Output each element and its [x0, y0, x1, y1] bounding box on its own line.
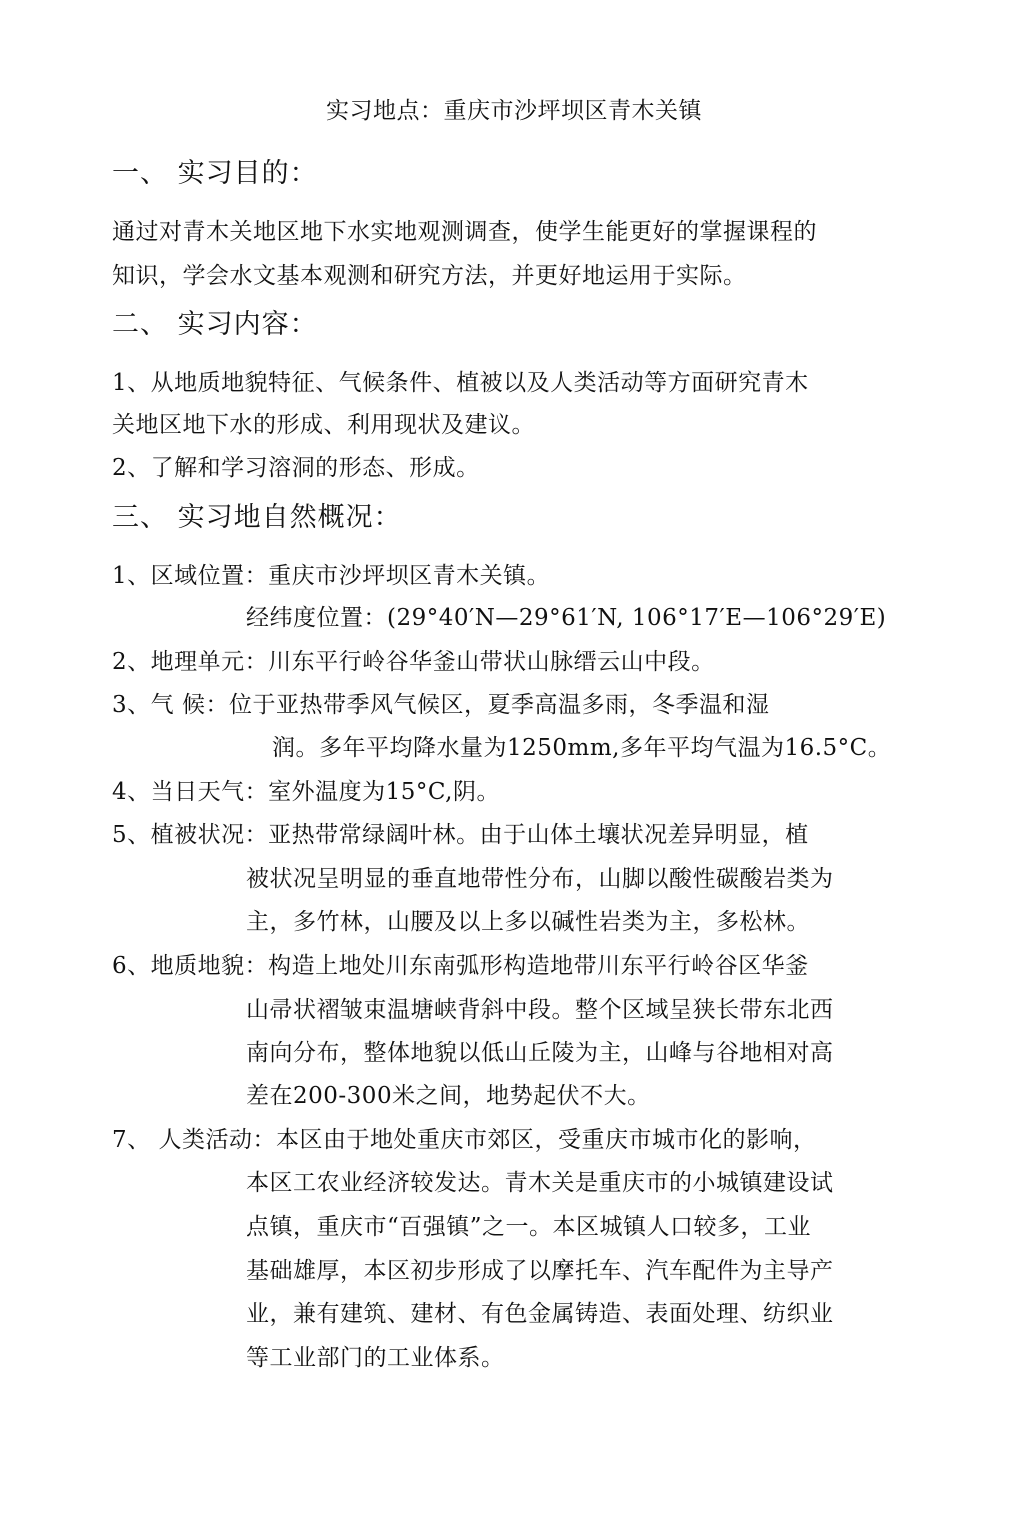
overview-line: 被状况呈明显的垂直地带性分布，山脚以酸性碳酸岩类为 [246, 866, 834, 892]
location-title: 实习地点：重庆市沙坪坝区青木关镇 [326, 98, 702, 124]
overview-line: 3、气 候：位于亚热带季风气候区，夏季高温多雨，冬季温和湿 [112, 692, 770, 718]
overview-line: 基础雄厚，本区初步形成了以摩托车、汽车配件为主导产 [246, 1258, 834, 1284]
section-heading-content: 二、 实习内容： [112, 309, 318, 340]
overview-line: 南向分布，整体地貌以低山丘陵为主，山峰与谷地相对高 [246, 1040, 834, 1066]
overview-line: 1、区域位置：重庆市沙坪坝区青木关镇。 [112, 563, 551, 589]
overview-line: 润。多年平均降水量为1250mm,多年平均气温为16.5°C。 [272, 735, 892, 761]
overview-line: 5、植被状况：亚热带常绿阔叶林。由于山体土壤状况差异明显，植 [112, 822, 809, 848]
content-item-line: 关地区地下水的形成、利用现状及建议。 [112, 412, 535, 438]
overview-line: 2、地理单元：川东平行岭谷华釜山带状山脉缙云山中段。 [112, 649, 715, 675]
overview-line: 经纬度位置：(29°40′N—29°61′N, 106°17′E—106°29′E) [246, 605, 887, 631]
overview-line: 6、地质地貌：构造上地处川东南弧形构造地带川东平行岭谷区华釜 [112, 953, 809, 979]
overview-line: 本区工农业经济较发达。青木关是重庆市的小城镇建设试 [246, 1170, 834, 1196]
overview-line: 主，多竹林，山腰及以上多以碱性岩类为主，多松林。 [246, 909, 810, 935]
overview-line: 等工业部门的工业体系。 [246, 1345, 505, 1371]
overview-line: 差在200-300米之间，地势起伏不大。 [246, 1083, 651, 1109]
section-heading-overview: 三、 实习地自然概况： [112, 502, 402, 533]
overview-line: 山帚状褶皱束温塘峡背斜中段。整个区域呈狭长带东北西 [246, 997, 834, 1023]
overview-line: 点镇，重庆市“百强镇”之一。本区城镇人口较多，工业 [246, 1214, 812, 1240]
content-item-line: 2、了解和学习溶洞的形态、形成。 [112, 455, 480, 481]
section-heading-purpose: 一、 实习目的： [112, 158, 318, 189]
overview-line: 7、 人类活动：本区由于地处重庆市郊区，受重庆市城市化的影响， [112, 1127, 817, 1153]
overview-line: 4、当日天气：室外温度为15°C,阴。 [112, 779, 500, 805]
content-item-line: 1、从地质地貌特征、气候条件、植被以及人类活动等方面研究青木 [112, 370, 809, 396]
purpose-paragraph-line: 通过对青木关地区地下水实地观测调查，使学生能更好的掌握课程的 [112, 219, 817, 245]
overview-line: 业，兼有建筑、建材、有色金属铸造、表面处理、纺织业 [246, 1301, 834, 1327]
purpose-paragraph-line: 知识，学会水文基本观测和研究方法，并更好地运用于实际。 [112, 263, 747, 289]
